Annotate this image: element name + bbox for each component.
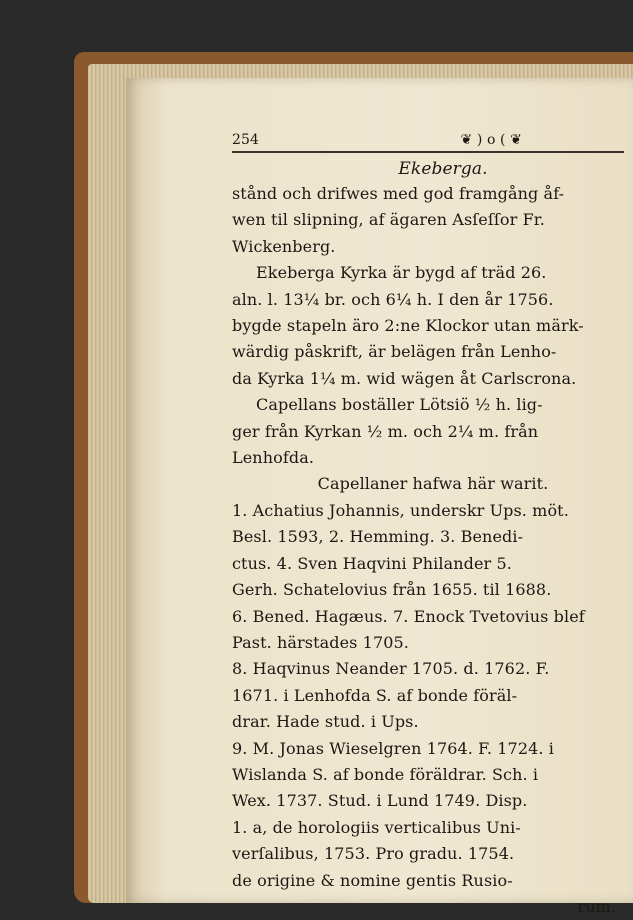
text-line: 6. Bened. Hagæus. 7. Enock Tvetovius blef (232, 606, 585, 626)
text-line: Gerh. Schatelovius från 1655. til 1688. (232, 580, 552, 600)
section-title: Ekeberga. (398, 159, 488, 179)
text-line: Wickenberg. (232, 236, 336, 256)
text-line: ctus. 4. Sven Haqvini Philander 5. (232, 553, 512, 573)
text-line: drar. Hade stud. i Ups. (232, 712, 419, 732)
text-line: rum. (577, 896, 616, 916)
text-line: wärdig påskrift, är belägen från Lenho- (232, 342, 557, 362)
header-rule (232, 151, 624, 153)
text-line: 8. Haqvinus Neander 1705. d. 1762. F. (232, 659, 550, 679)
text-line: Past. härstades 1705. (232, 632, 409, 652)
text-line: Lenhofda. (232, 448, 315, 468)
text-line: Wislanda S. af bonde föräldrar. Sch. i (232, 764, 539, 784)
text-line: bygde stapeln äro 2:ne Klockor utan märk- (232, 316, 584, 336)
text-line: Ekeberga Kyrka är bygd af träd 26. (256, 263, 547, 283)
text-line: wen til slipning, af ägaren Asſeſſor Fr. (232, 210, 545, 230)
text-line: Capellans boställer Lötsiö ½ h. lig- (256, 395, 543, 415)
text-line: Wex. 1737. Stud. i Lund 1749. Disp. (232, 791, 528, 811)
text-line: verſalibus, 1753. Pro gradu. 1754. (232, 844, 515, 864)
text-line: aln. l. 13¼ br. och 6¼ h. I den år 1756. (232, 289, 554, 309)
text-line: 9. M. Jonas Wieselgren 1764. F. 1724. i (232, 738, 554, 758)
text-line: de origine & nomine gentis Rusio- (232, 870, 513, 890)
text-line: stånd och drifwes med god framgång åf- (232, 184, 565, 203)
page-number: 254 (232, 132, 260, 148)
text-line: 1. a, de horologiis verticalibus Uni- (232, 817, 521, 837)
text-line: ger från Kyrkan ½ m. och 2¼ m. från (232, 421, 539, 441)
page-text (232, 130, 624, 920)
page-header (232, 130, 522, 150)
text-line: Besl. 1593, 2. Hemming. 3. Benedi- (232, 527, 524, 547)
text-line: da Kyrka 1¼ m. wid wägen åt Carlscrona. (232, 368, 577, 388)
subheading: Capellaner hafwa här warit. (317, 474, 549, 494)
text-line: 1. Achatius Johannis, underskr Ups. möt. (232, 500, 569, 520)
header-ornament: ❦ ) o ( ❦ (460, 132, 522, 148)
text-line: 1671. i Lenhofda S. af bonde föräl- (232, 685, 518, 705)
